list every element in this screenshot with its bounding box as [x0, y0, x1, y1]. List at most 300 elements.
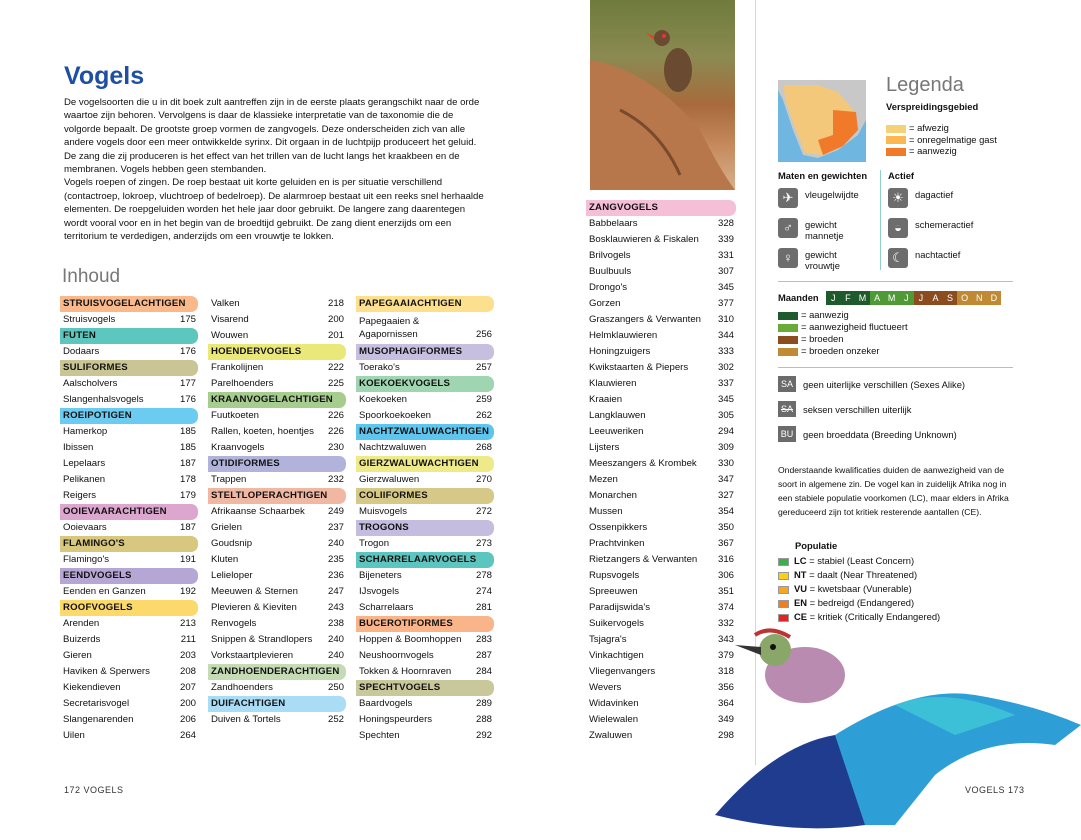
- toc-entry-name: Suikervogels: [589, 618, 644, 629]
- toc-entry[interactable]: [60, 472, 198, 488]
- toc-entry-page: 278: [475, 570, 492, 581]
- toc-entry[interactable]: [356, 712, 494, 728]
- toc-entry-page: 316: [717, 554, 734, 565]
- toc-entry-name: Rallen, koeten, hoentjes: [211, 426, 314, 437]
- toc-entry-name: Mezen: [589, 474, 618, 485]
- toc-entry[interactable]: [586, 488, 736, 504]
- toc-entry[interactable]: [208, 632, 346, 648]
- toc-entry-name: Frankolijnen: [211, 362, 264, 373]
- toc-entry-page: 367: [717, 538, 734, 549]
- toc-entry-name: Prachtvinken: [589, 538, 645, 549]
- toc-entry-name: Tokken & Hoornraven: [359, 666, 452, 677]
- toc-entry[interactable]: [208, 328, 346, 344]
- color-swatch: [778, 336, 798, 344]
- toc-entry[interactable]: [586, 728, 736, 744]
- distribution-key-item: [886, 145, 997, 157]
- toc-entry[interactable]: [60, 376, 198, 392]
- toc-entry-name: Bijeneters: [359, 570, 402, 581]
- toc-entry-name: Nachtzwaluwen: [359, 442, 427, 453]
- toc-entry-page: 252: [327, 714, 344, 725]
- population-code: CE: [794, 611, 808, 622]
- toc-entry[interactable]: [586, 232, 736, 248]
- toc-entry[interactable]: [60, 424, 198, 440]
- toc-entry-page: 377: [717, 298, 734, 309]
- population-swatch: [778, 558, 789, 566]
- distribution-label: = afwezig: [909, 122, 949, 133]
- toc-entry-name: Drongo's: [589, 282, 628, 293]
- toc-entry-name: Valken: [211, 298, 240, 309]
- population-label: = kritiek (Critically Endangered): [809, 611, 941, 622]
- toc-column-4: [586, 200, 736, 744]
- toc-entry[interactable]: [356, 568, 494, 584]
- toc-entry-page: 176: [179, 394, 196, 405]
- toc-entry[interactable]: [60, 632, 198, 648]
- toc-entry-name: Paradijswida's: [589, 602, 651, 613]
- toc-entry[interactable]: [356, 504, 494, 520]
- toc-entry[interactable]: [586, 504, 736, 520]
- toc-entry-name: Trogon: [359, 538, 390, 549]
- toc-entry[interactable]: [356, 408, 494, 424]
- toc-entry-page: 288: [475, 714, 492, 725]
- toc-section-header: KRAANVOGELACHTIGEN: [208, 392, 346, 408]
- page-title: Vogels: [64, 62, 145, 90]
- population-swatch: [778, 614, 789, 622]
- toc-entry[interactable]: [356, 728, 494, 744]
- toc-entry-name: Snippen & Strandlopers: [211, 634, 313, 645]
- toc-entry-name: Lelieloper: [211, 570, 253, 581]
- distribution-title: Verspreidingsgebied: [886, 101, 979, 112]
- toc-section-header: ROOFVOGELS: [60, 600, 198, 616]
- toc-section-header: SCHARRELAARVOGELS: [356, 552, 494, 568]
- toc-entry-name: Scharrelaars: [359, 602, 414, 613]
- toc-entry-name: Lijsters: [589, 442, 620, 453]
- toc-entry[interactable]: [60, 440, 198, 456]
- toc-entry[interactable]: [60, 616, 198, 632]
- toc-entry-name: Aalscholvers: [63, 378, 118, 389]
- toc-entry-page: 191: [179, 554, 196, 565]
- toc-entry-name: Hamerkop: [63, 426, 108, 437]
- toc-entry[interactable]: [586, 456, 736, 472]
- toc-entry[interactable]: [586, 328, 736, 344]
- distribution-map: [778, 80, 866, 162]
- male-icon: ♂: [778, 218, 798, 238]
- toc-entry-page: 270: [475, 474, 492, 485]
- toc-entry[interactable]: [356, 536, 494, 552]
- toc-entry[interactable]: [208, 584, 346, 600]
- toc-entry[interactable]: [586, 312, 736, 328]
- toc-entry-page: 201: [327, 330, 344, 341]
- toc-entry-name: Papegaaien & Agapornissen: [359, 316, 420, 340]
- toc-entry-name: IJsvogels: [359, 586, 399, 597]
- toc-entry[interactable]: [60, 712, 198, 728]
- color-swatch: [886, 148, 906, 156]
- toc-entry-name: Kwikstaarten & Piepers: [589, 362, 689, 373]
- population-swatch: [778, 586, 789, 594]
- toc-entry-name: Secretarisvogel: [63, 698, 130, 709]
- toc-entry[interactable]: [586, 424, 736, 440]
- toc-entry-page: 247: [327, 586, 344, 597]
- toc-entry-page: 200: [327, 314, 344, 325]
- toc-section-header: FUTEN: [60, 328, 198, 344]
- toc-entry[interactable]: [208, 472, 346, 488]
- toc-entry[interactable]: [586, 632, 736, 648]
- toc-entry[interactable]: [60, 312, 198, 328]
- toc-entry-page: 236: [327, 570, 344, 581]
- toc-entry[interactable]: [586, 344, 736, 360]
- toc-entry-page: 374: [717, 602, 734, 613]
- toc-entry[interactable]: [60, 344, 198, 360]
- toc-entry[interactable]: [208, 312, 346, 328]
- toc-entry[interactable]: [356, 472, 494, 488]
- population-label: = bedreigd (Endangered): [809, 597, 915, 608]
- color-swatch: [778, 312, 798, 320]
- toc-entry-name: Vorkstaartplevieren: [211, 650, 294, 661]
- toc-entry-page: 345: [717, 282, 734, 293]
- toc-entry-name: Ibissen: [63, 442, 94, 453]
- toc-entry-name: Baardvogels: [359, 698, 413, 709]
- toc-entry-name: Langklauwen: [589, 410, 646, 421]
- toc-entry[interactable]: [356, 664, 494, 680]
- legend-divider: [778, 367, 1013, 368]
- toc-entry-page: 305: [717, 410, 734, 421]
- toc-entry[interactable]: [586, 376, 736, 392]
- toc-entry-name: Spechten: [359, 730, 400, 741]
- page-footer-right: VOGELS 173: [965, 785, 1025, 795]
- legend-column-divider: [880, 170, 881, 270]
- moon-icon: ☾: [888, 248, 908, 268]
- toc-entry[interactable]: [60, 696, 198, 712]
- toc-entry-page: 256: [475, 329, 492, 340]
- toc-entry-page: 235: [327, 554, 344, 565]
- toc-entry-page: 344: [717, 330, 734, 341]
- color-swatch: [886, 125, 906, 133]
- month-cell: M: [855, 291, 870, 305]
- toc-section-header: BUCEROTIFORMES: [356, 616, 494, 632]
- toc-entry[interactable]: [208, 712, 346, 728]
- toc-entry-page: 306: [717, 570, 734, 581]
- month-cell: A: [928, 291, 943, 305]
- months-key: [778, 309, 908, 357]
- intro-paragraph-2: Vogels roepen of zingen. De roep bestaat uit korte geluiden en is per situatie verschillend (contactroep, lokroep, vluchtroep of bedelroep). De alarmroep bestaat uit een reeks snel herhaalde elementen. De roepgeluiden worden het hele jaar door gebruikt. De langere zang daarentegen wordt vooral voor en in het begin van de broedtijd gebruikt. De zang dient enerzijds om een territorium te verdedigen, anderzijds om een vrouwtje te lokken.: [64, 177, 484, 243]
- toc-entry-name: Duiven & Tortels: [211, 714, 281, 725]
- toc-entry[interactable]: [586, 472, 736, 488]
- toc-entry[interactable]: [60, 584, 198, 600]
- months-key-item: [778, 321, 908, 333]
- toc-entry-name: Wevers: [589, 682, 622, 693]
- toc-entry[interactable]: [208, 424, 346, 440]
- toc-entry-page: 292: [475, 730, 492, 741]
- toc-entry-name: Koekoeken: [359, 394, 408, 405]
- toc-entry-page: 187: [179, 458, 196, 469]
- toc-entry-name: Zandhoenders: [211, 682, 273, 693]
- distribution-label: = aanwezig: [909, 145, 957, 156]
- months-bar: [826, 291, 1001, 305]
- toc-entry[interactable]: [208, 296, 346, 312]
- toc-entry-name: Vliegenvangers: [589, 666, 656, 677]
- toc-entry-name: Slangenarenden: [63, 714, 134, 725]
- toc-entry-name: Babbelaars: [589, 218, 638, 229]
- toc-entry-page: 327: [717, 490, 734, 501]
- toc-section-header: COLIIFORMES: [356, 488, 494, 504]
- toc-entry[interactable]: [586, 552, 736, 568]
- toc-entry[interactable]: [60, 520, 198, 536]
- color-swatch: [778, 324, 798, 332]
- toc-entry[interactable]: [586, 360, 736, 376]
- toc-entry[interactable]: [586, 536, 736, 552]
- population-swatch: [778, 600, 789, 608]
- toc-entry-name: Lepelaars: [63, 458, 106, 469]
- toc-entry-name: Plevieren & Kieviten: [211, 602, 297, 613]
- toc-entry[interactable]: [586, 408, 736, 424]
- month-cell: D: [987, 291, 1002, 305]
- toc-entry-page: 175: [179, 314, 196, 325]
- toc-entry[interactable]: [208, 648, 346, 664]
- month-cell: M: [884, 291, 899, 305]
- months-key-label: = aanwezigheid fluctueert: [801, 321, 908, 332]
- toc-entry-page: 178: [179, 474, 196, 485]
- toc-entry[interactable]: [208, 440, 346, 456]
- toc-entry[interactable]: [586, 616, 736, 632]
- wingspan-icon: ✈: [778, 188, 798, 208]
- toc-entry[interactable]: [586, 680, 736, 696]
- toc-entry[interactable]: [208, 568, 346, 584]
- population-title: Populatie: [795, 540, 838, 551]
- toc-entry-name: Brilvogels: [589, 250, 631, 261]
- toc-entry-name: Buulbuuls: [589, 266, 632, 277]
- toc-entry[interactable]: [60, 648, 198, 664]
- toc-entry-name: Rupsvogels: [589, 570, 640, 581]
- toc-entry-name: Dodaars: [63, 346, 100, 357]
- population-label: = daalt (Near Threatened): [809, 569, 918, 580]
- toc-entry[interactable]: [356, 584, 494, 600]
- toc-entry[interactable]: [586, 520, 736, 536]
- toc-entry-name: Monarchen: [589, 490, 637, 501]
- toc-entry-page: 307: [717, 266, 734, 277]
- population-item: [778, 554, 940, 568]
- legend-divider: [778, 281, 1013, 282]
- toc-entry[interactable]: [586, 696, 736, 712]
- toc-entry-page: 281: [475, 602, 492, 613]
- toc-entry-page: 259: [475, 394, 492, 405]
- toc-entry[interactable]: [356, 600, 494, 616]
- toc-section-header: ZANDHOENDERACHTIGEN: [208, 664, 346, 680]
- toc-entry[interactable]: [586, 264, 736, 280]
- toc-entry[interactable]: [586, 600, 736, 616]
- toc-entry-page: 351: [717, 586, 734, 597]
- toc-entry-name: Wouwen: [211, 330, 249, 341]
- toc-entry[interactable]: [586, 648, 736, 664]
- toc-section-header: GIERZWALUWACHTIGEN: [356, 456, 494, 472]
- months-key-item: [778, 333, 908, 345]
- toc-entry[interactable]: [356, 696, 494, 712]
- toc-entry-name: Flamingo's: [63, 554, 110, 565]
- toc-entry-name: Zwaluwen: [589, 730, 633, 741]
- toc-section-header: HOENDERVOGELS: [208, 344, 346, 360]
- toc-entry-page: 185: [179, 426, 196, 437]
- toc-entry-name: Hoppen & Boomhoppen: [359, 634, 462, 645]
- population-item: [778, 596, 940, 610]
- months-key-item: [778, 345, 908, 357]
- toc-entry-page: 222: [327, 362, 344, 373]
- toc-entry[interactable]: [586, 712, 736, 728]
- toc-entry-name: Bosklauwieren & Fiskalen: [589, 234, 699, 245]
- toc-entry-page: 211: [180, 634, 196, 645]
- toc-entry-name: Gierzwaluwen: [359, 474, 420, 485]
- toc-entry-name: Tsjagra's: [589, 634, 627, 645]
- toc-section-header: EENDVOGELS: [60, 568, 198, 584]
- toc-entry-name: Struisvogels: [63, 314, 116, 325]
- toc-entry[interactable]: [60, 552, 198, 568]
- toc-entry-name: Spoorkoekoeken: [359, 410, 432, 421]
- toc-title: Inhoud: [62, 266, 121, 287]
- active-title: Actief: [888, 170, 915, 181]
- toc-section-header: DUIFACHTIGEN: [208, 696, 346, 712]
- toc-entry[interactable]: [60, 488, 198, 504]
- toc-entry[interactable]: [586, 296, 736, 312]
- toc-entry[interactable]: [60, 392, 198, 408]
- toc-section-header: STRUISVOGELACHTIGEN: [60, 296, 198, 312]
- toc-entry[interactable]: [208, 536, 346, 552]
- toc-entry[interactable]: [356, 648, 494, 664]
- month-cell: J: [826, 291, 841, 305]
- toc-entry-name: Eenden en Ganzen: [63, 586, 146, 597]
- toc-entry-name: Rietzangers & Verwanten: [589, 554, 698, 565]
- toc-entry[interactable]: [586, 392, 736, 408]
- toc-entry[interactable]: [208, 408, 346, 424]
- toc-entry-name: Widavinken: [589, 698, 639, 709]
- intro-text: [64, 96, 484, 243]
- month-cell: F: [841, 291, 856, 305]
- toc-entry[interactable]: [208, 680, 346, 696]
- toc-entry-page: 287: [475, 650, 492, 661]
- toc-entry-page: 238: [327, 618, 344, 629]
- toc-entry-page: 268: [475, 442, 492, 453]
- toc-entry[interactable]: [586, 280, 736, 296]
- toc-entry-page: 237: [327, 522, 344, 533]
- toc-section-header: PAPEGAAIACHTIGEN: [356, 296, 494, 312]
- month-cell: A: [870, 291, 885, 305]
- population-item: [778, 568, 940, 582]
- toc-entry[interactable]: [60, 728, 198, 744]
- population-swatch: [778, 572, 789, 580]
- toc-entry-name: Parelhoenders: [211, 378, 274, 389]
- population-code: NT: [794, 569, 807, 580]
- month-cell: J: [899, 291, 914, 305]
- toc-entry-page: 349: [717, 714, 734, 725]
- toc-entry-page: 354: [717, 506, 734, 517]
- toc-entry-name: Renvogels: [211, 618, 257, 629]
- toc-entry-page: 331: [717, 250, 734, 261]
- toc-entry[interactable]: [356, 392, 494, 408]
- toc-entry-name: Visarend: [211, 314, 249, 325]
- toc-entry-name: Uilen: [63, 730, 85, 741]
- toc-entry[interactable]: [60, 664, 198, 680]
- toc-entry-name: Vinkachtigen: [589, 650, 644, 661]
- active-label: nachtactief: [915, 249, 961, 260]
- toc-entry[interactable]: [208, 616, 346, 632]
- toc-entry[interactable]: [586, 248, 736, 264]
- toc-entry-name: Slangenhalsvogels: [63, 394, 144, 405]
- toc-entry-page: 226: [327, 426, 344, 437]
- toc-entry[interactable]: [208, 360, 346, 376]
- toc-entry[interactable]: [60, 456, 198, 472]
- population-code: EN: [794, 597, 808, 608]
- population-code: VU: [794, 583, 808, 594]
- toc-entry-name: Mussen: [589, 506, 623, 517]
- population-item: [778, 582, 940, 596]
- toc-entry-name: Kraaien: [589, 394, 623, 405]
- toc-entry-page: 284: [475, 666, 492, 677]
- female-icon: ♀: [778, 248, 798, 268]
- toc-section-header: MUSOPHAGIFORMES: [356, 344, 494, 360]
- lilac-breasted-roller-image: [715, 625, 1081, 840]
- toc-entry[interactable]: [208, 552, 346, 568]
- toc-entry[interactable]: [586, 584, 736, 600]
- toc-entry[interactable]: [208, 600, 346, 616]
- toc-entry[interactable]: [208, 520, 346, 536]
- months-key-label: = broeden onzeker: [801, 345, 880, 356]
- toc-entry-name: Gorzen: [589, 298, 621, 309]
- toc-entry-page: 273: [475, 538, 492, 549]
- toc-entry[interactable]: [356, 312, 494, 344]
- page-footer-left: 172 VOGELS: [64, 785, 124, 795]
- toc-entry[interactable]: [356, 440, 494, 456]
- toc-entry-name: Meeszangers & Krombek: [589, 458, 697, 469]
- toc-entry[interactable]: [60, 680, 198, 696]
- toc-entry-page: 213: [179, 618, 196, 629]
- toc-entry-name: Kluten: [211, 554, 239, 565]
- sexes-differ-icon: SA: [778, 401, 796, 417]
- toc-entry-page: 208: [179, 666, 196, 677]
- sunset-icon: ◒: [888, 218, 908, 238]
- toc-entry[interactable]: [356, 360, 494, 376]
- toc-entry-name: Reigers: [63, 490, 97, 501]
- badge-icon: BU: [778, 426, 796, 442]
- toc-entry-page: 337: [717, 378, 734, 389]
- intro-paragraph-1: De vogelsoorten die u in dit boek zult aantreffen zijn in de eerste plaats gerangschikt naar de orde waartoe zijn behoren. Vervolgens is daar de klassieke interpretatie van de taxonomie die de volgorde bepaalt. De grootste groep vormen de zangvogels. Deze onderscheiden zich van alle andere vogels door een meer ontwikkelde syrinx. Dit orgaan in de luchtpijp produceert het geluid. De zang die zij produceren is het effect van het trillen van de lucht langs het kraakbeen en de membranen. Vogels hebben geen stembanden.: [64, 97, 480, 176]
- toc-entry[interactable]: [208, 504, 346, 520]
- sizes-title: Maten en gewichten: [778, 170, 868, 181]
- toc-entry[interactable]: [586, 440, 736, 456]
- population-code: LC: [794, 555, 807, 566]
- toc-entry-name: Buizerds: [63, 634, 101, 645]
- toc-entry[interactable]: [586, 568, 736, 584]
- toc-entry-page: 274: [475, 586, 492, 597]
- toc-entry-name: Graszangers & Verwanten: [589, 314, 701, 325]
- month-cell: N: [972, 291, 987, 305]
- toc-entry-name: Haviken & Sperwers: [63, 666, 150, 677]
- toc-entry[interactable]: [208, 376, 346, 392]
- toc-entry-name: Toerako's: [359, 362, 400, 373]
- toc-section-header: KOEKOEKVOGELS: [356, 376, 494, 392]
- toc-entry-page: 207: [179, 682, 196, 693]
- sun-icon: ☀: [888, 188, 908, 208]
- toc-entry[interactable]: [586, 664, 736, 680]
- toc-entry-page: 345: [717, 394, 734, 405]
- toc-entry-page: 350: [717, 522, 734, 533]
- toc-entry-name: Gieren: [63, 650, 92, 661]
- toc-entry-name: Honingspeurders: [359, 714, 433, 725]
- badge-label: geen uiterlijke verschillen (Sexes Alike): [803, 379, 966, 390]
- toc-entry-name: Helmklauwieren: [589, 330, 658, 341]
- toc-entry[interactable]: [586, 216, 736, 232]
- population-key: [778, 554, 940, 624]
- toc-entry[interactable]: [356, 632, 494, 648]
- toc-section-header: OTIDIFORMES: [208, 456, 346, 472]
- toc-entry-page: 177: [179, 378, 196, 389]
- toc-entry-page: 257: [475, 362, 492, 373]
- toc-entry-page: 250: [327, 682, 344, 693]
